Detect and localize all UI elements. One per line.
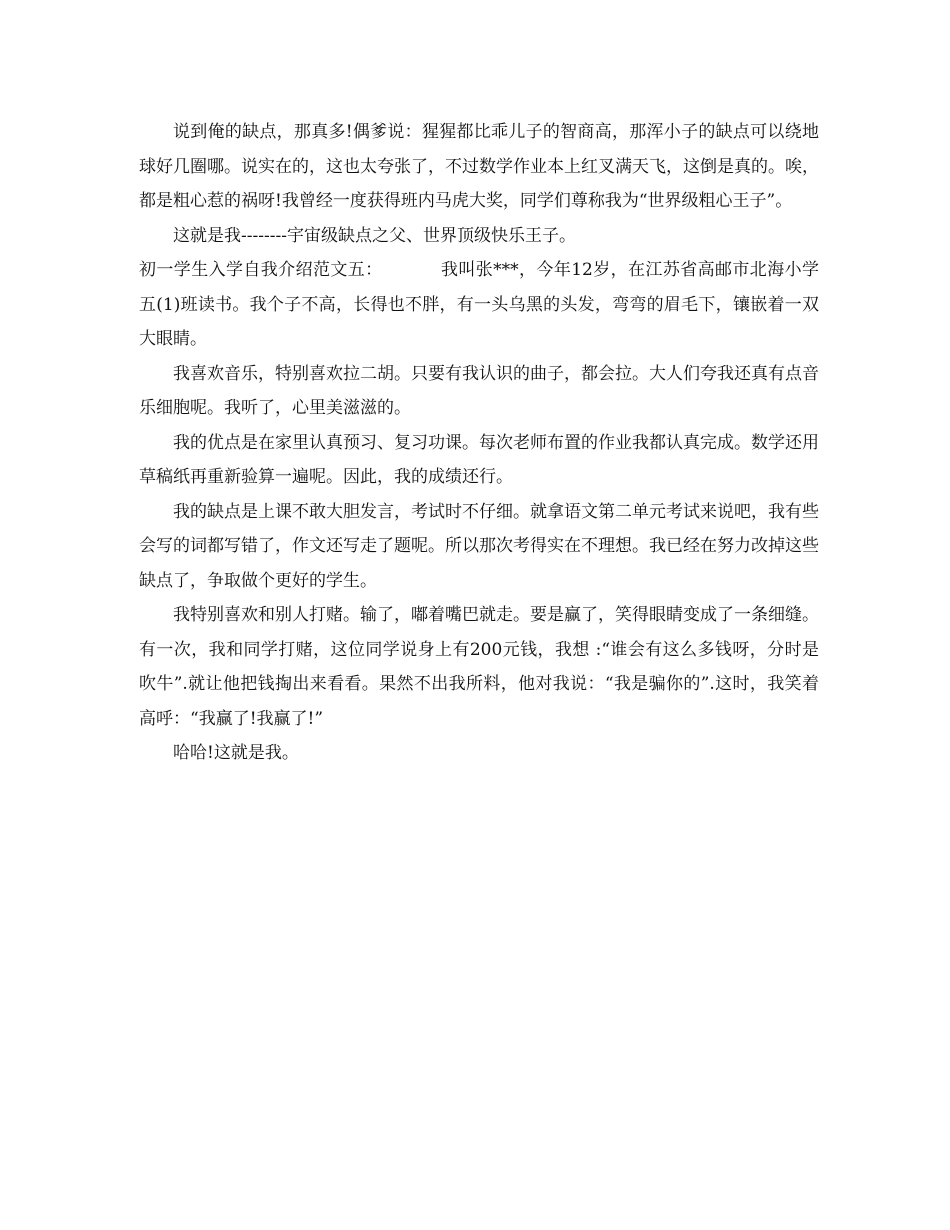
paragraph-strengths: 我的优点是在家里认真预习、复习功课。每次老师布置的作业我都认真完成。数学还用草稿纸再重新验算一遍呢。因此，我的成绩还行。 [139, 432, 819, 487]
paragraph-music: 我喜欢音乐，特别喜欢拉二胡。只要有我认识的曲子，都会拉。大人们夸我还真有点音乐细胞呢。我听了，心里美滋滋的。 [139, 363, 819, 418]
paragraph-closing: 哈哈!这就是我。 [173, 743, 299, 763]
document-body [139, 115, 819, 771]
paragraph-weaknesses: 我的缺点是上课不敢大胆发言，考试时不仔细。就拿语文第二单元考试来说吧，我有些会写的词都写错了，作文还写走了题呢。所以那次考得实在不理想。我已经在努力改掉这些缺点了，争取做个更好的学生。 [139, 501, 819, 591]
paragraph-summary: 这就是我--------宇宙级缺点之父、世界顶级快乐王子。 [173, 225, 576, 246]
section-heading: 初一学生入学自我介绍范文五： [139, 260, 383, 280]
paragraph-shortcomings: 说到俺的缺点，那真多!偶爹说：猩猩都比乖儿子的智商高，那浑小子的缺点可以绕地球好几圈哪。说实在的，这也太夸张了，不过数学作业本上红叉满天飞，这倒是真的。唉，都是粗心惹的祸呀!我曾经一度获得班内马虎大奖，同学们尊称我为“世界级粗心王子”。 [139, 122, 819, 211]
paragraph-betting: 我特别喜欢和别人打赌。输了，嘟着嘴巴就走。要是赢了，笑得眼睛变成了一条细缝。有一次，我和同学打赌，这位同学说身上有200元钱，我想 :“谁会有这么多钱呀，分时是吹牛”.就让他把钱掏出来看看。果然不出我所料，他对我说：“我是骗你的”.这时，我笑着高呼：“我赢了!我赢了!” [139, 605, 819, 729]
section-intro: 我叫张***，今年12岁，在江苏省高邮市北海小学五(1)班读书。我个子不高，长得也不胖，有一头乌黑的头发，弯弯的眉毛下，镶嵌着一双大眼睛。 [139, 260, 819, 349]
section-five [139, 253, 819, 357]
